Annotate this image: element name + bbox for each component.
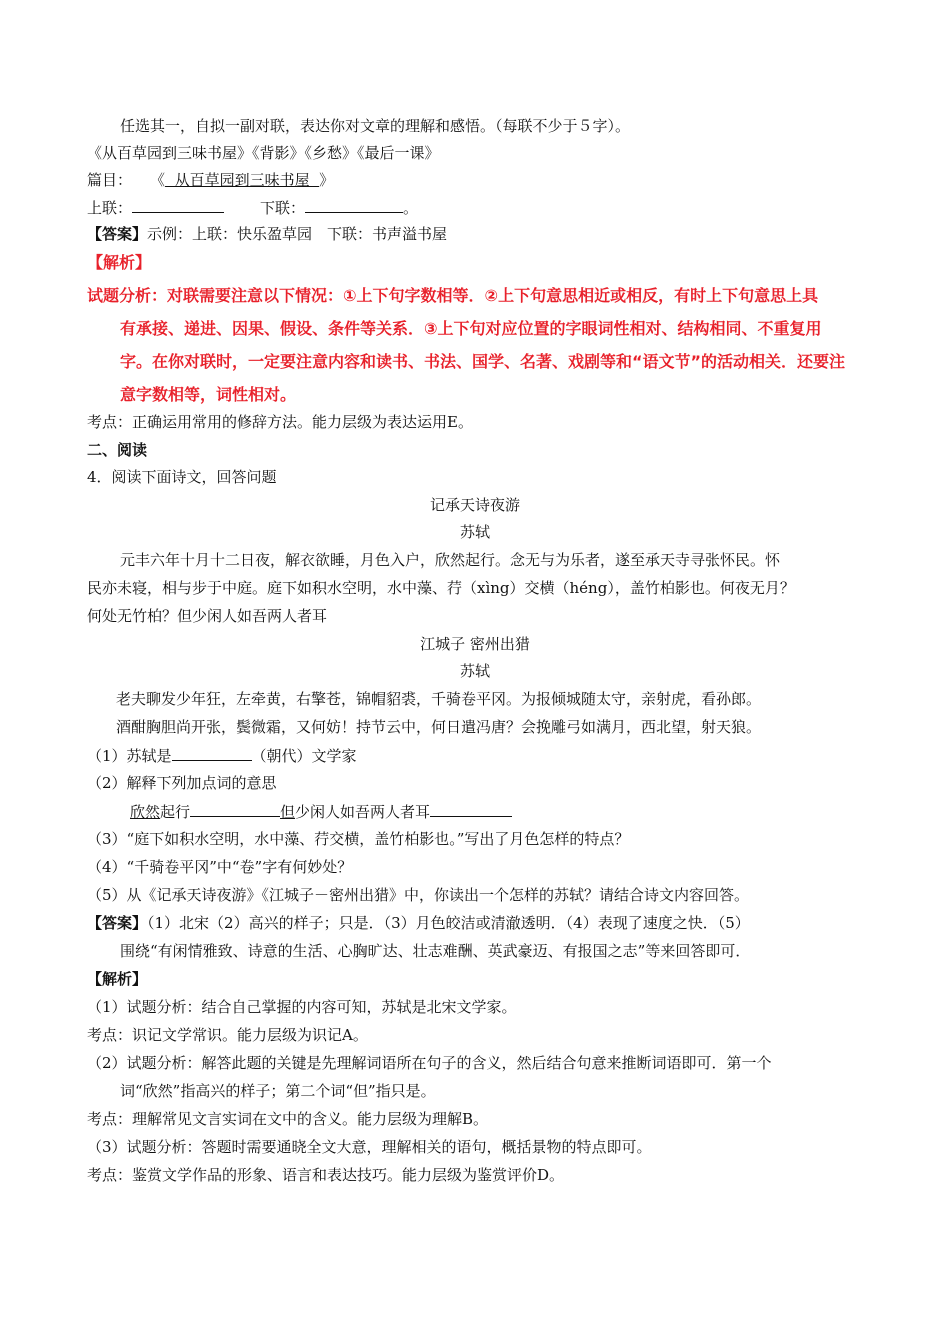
poem2-title: 江城子 密州出猎 [420, 635, 530, 653]
lower-blank [305, 197, 403, 213]
poem2-line: 酒酣胸胆尚开张，鬓微霜，又何妨！持节云中，何日遣冯唐？会挽雕弓如满月，西北望，射天狼。 [116, 718, 762, 736]
q4-k2: 考点：理解常见文言实词在文中的含义。能力层级为理解B。 [87, 1110, 489, 1128]
q4-answer-line: 围绕“有闲情雅致、诗意的生活、心胸旷达、壮志难酬、英武豪迈、有报国之志”等来回答即可． [120, 942, 751, 960]
q4-k1: 考点：识记文学常识。能力层级为识记A。 [87, 1026, 368, 1044]
q3-kaodian: 考点：正确运用常用的修辞方法。能力层级为表达运用E。 [87, 413, 473, 431]
sub1-text-a: （1）苏轼是 [87, 747, 172, 765]
sub1-text-b: （朝代）文学家 [251, 747, 357, 765]
title-value: 从百草园到三味书屋 [165, 171, 320, 189]
upper-blank [132, 197, 224, 213]
q3-title-line [87, 170, 334, 190]
q3-analysis-label: 【解析】 [87, 253, 152, 272]
word-xinran-rest: 起行 [160, 803, 191, 821]
sub2-blank-2 [430, 801, 512, 817]
poem1-line: 元丰六年十月十二日夜，解衣欲睡，月色入户，欣然起行。念无与为乐者，遂至承天寺寻张怀民。怀 [120, 551, 781, 569]
q4-a3: （3）试题分析：答题时需要通晓全文大意，理解相关的语句，概括景物的特点即可。 [87, 1138, 652, 1156]
q4-a2: （2）试题分析：解答此题的关键是先理解词语所在句子的含义，然后结合句意来推断词语即可．第一个 [87, 1054, 772, 1072]
q4-a2-cont: 词“欣然”指高兴的样子；第二个词“但”指只是。 [120, 1082, 436, 1100]
q4-sub3: （3）“庭下如积水空明，水中藻、荇交横，盖竹柏影也。”写出了月色怎样的特点？ [87, 830, 630, 848]
answer-text: 示例：上联：快乐盈草园 下联：书声溢书屋 [147, 225, 448, 243]
poem1-line: 何处无竹柏？但少闲人如吾两人者耳 [87, 607, 328, 625]
q3-analysis-line: 字。在你对联时，一定要注意内容和读书、书法、国学、名著、戏剧等和“语文节”的活动相关．还要注 [120, 352, 846, 371]
q4-analysis-label: 【解析】 [87, 970, 148, 988]
q4-k3: 考点：鉴赏文学作品的形象、语言和表达技巧。能力层级为鉴赏评价D。 [87, 1166, 565, 1184]
section-title: 二、阅读 [87, 441, 148, 459]
answer-label: 【答案】 [87, 225, 148, 243]
poem1-title: 记承天诗夜游 [429, 496, 520, 514]
q4-answer [87, 913, 750, 933]
lower-label: 下联： [260, 199, 306, 217]
poem1-author: 苏轼 [459, 523, 490, 541]
word-dan: 但 [280, 803, 296, 821]
q3-analysis-line: 意字数相等，词性相对。 [120, 385, 297, 404]
sub1-blank [172, 745, 252, 761]
q4-sub5: （5）从《记承天诗夜游》《江城子－密州出猎》中，你读出一个怎样的苏轼？请结合诗文内容回答。 [87, 886, 750, 904]
end-mark: 。 [403, 199, 419, 217]
q3-works: 《从百草园到三味书屋》《背影》《乡愁》《最后一课》 [87, 144, 440, 162]
q3-analysis-line: 有承接、递进、因果、假设、条件等关系．③上下句对应位置的字眼词性相对、结构相同、不重复用 [120, 319, 822, 338]
upper-label: 上联： [87, 199, 133, 217]
q4-sub2: （2）解释下列加点词的意思 [87, 774, 277, 792]
title-label: 篇目： [87, 171, 133, 189]
q3-prompt: 任选其一，自拟一副对联，表达你对文章的理解和感悟。（每联不少于５字）。 [120, 117, 631, 135]
answer-label: 【答案】 [87, 914, 148, 932]
answer-line: （1）北宋（2）高兴的样子；只是．（3）月色皎洁或清澈透明．（4）表现了速度之快．（5） [147, 914, 750, 932]
q3-answer [87, 224, 447, 244]
title-open: 《 [150, 171, 166, 189]
poem2-line: 老夫聊发少年狂，左牵黄，右擎苍，锦帽貂裘，千骑卷平冈。为报倾城随太守，亲射虎，看孙郎。 [116, 690, 762, 708]
title-close: 》 [319, 171, 335, 189]
q4-sub2-words [130, 801, 512, 822]
q4-sub1 [87, 745, 357, 766]
poem1-line: 民亦未寝，相与步于中庭。庭下如积水空明，水中藻、荇（xìng）交横（héng），盖竹柏影也。何夜无月？ [87, 579, 795, 597]
q3-analysis-line: 试题分析：对联需要注意以下情况：①上下句字数相等．②上下句意思相近或相反，有时上下句意思上具 [87, 286, 819, 305]
word-dan-rest: 少闲人如吾两人者耳 [295, 803, 431, 821]
word-xinran: 欣然 [130, 803, 161, 821]
q4-sub4: （4）“千骑卷平冈”中“卷”字有何妙处？ [87, 858, 353, 876]
q3-couplet-line [87, 197, 418, 218]
sub2-blank-1 [190, 801, 280, 817]
q4-intro: 4．阅读下面诗文，回答问题 [87, 468, 277, 486]
q4-a1: （1）试题分析：结合自己掌握的内容可知，苏轼是北宋文学家。 [87, 998, 517, 1016]
poem2-author: 苏轼 [459, 662, 490, 680]
